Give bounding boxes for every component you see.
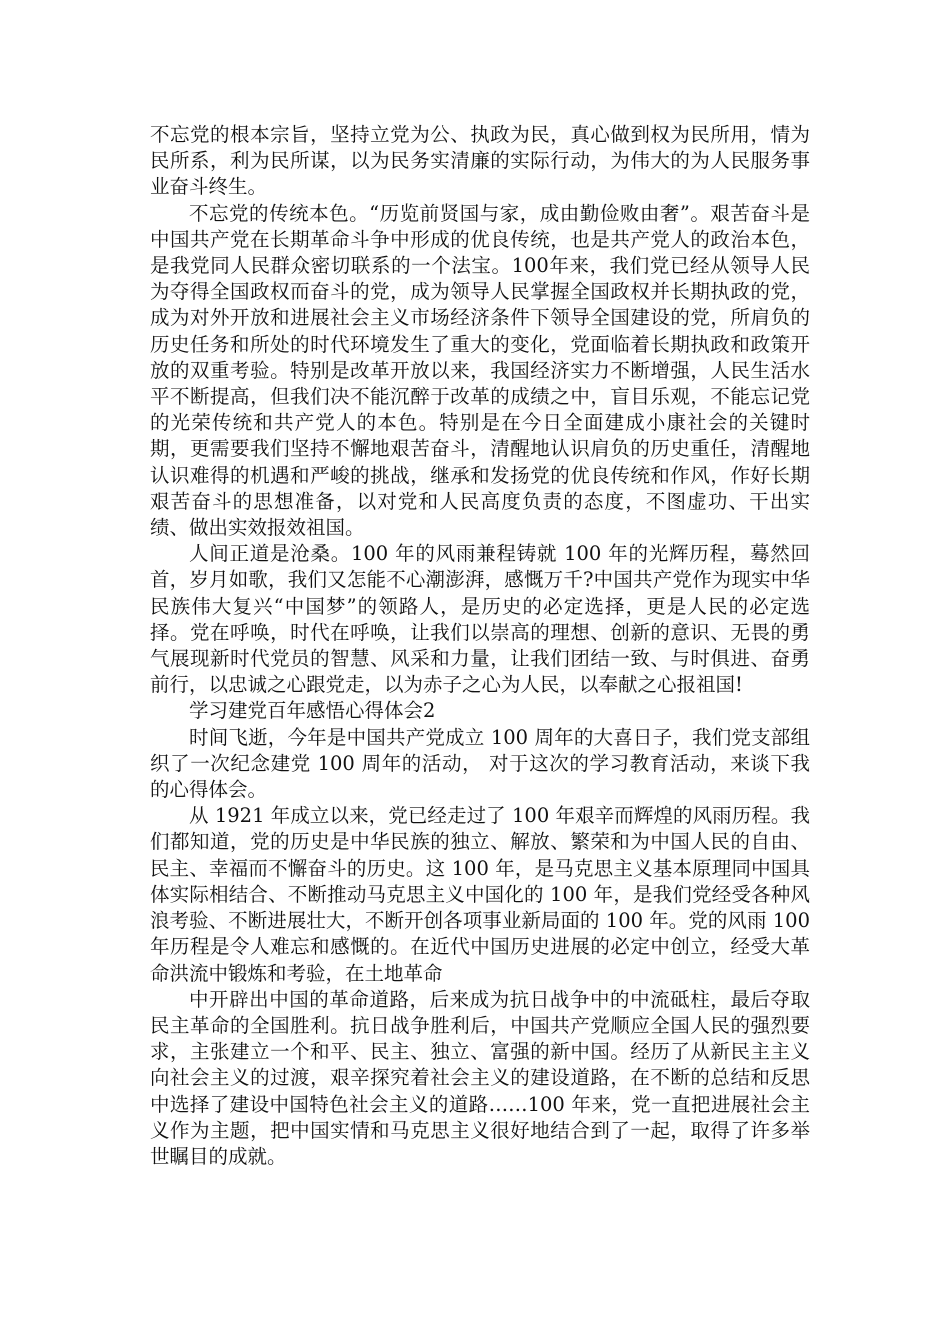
paragraph-party-tradition: 不忘党的传统本色。“历览前贤国与家，成由勤俭败由奢”。艰苦奋斗是中国共产党在长期革命斗争中形成的优良传统，也是共产党人的政治本色，是我党同人民群众密切联系的一个法宝。100年来，我们党已经从领导人民为夺得全国政权而奋斗的党，成为领导人民掌握全国政权并长期执政的党，成为对外开放和进展社会主义市场经济条件下领导全国建设的党，所肩负的历史任务和所处的时代环境发生了重大的变化，党面临着长期执政和政策开放的双重考验。特别是改革开放以来，我国经济实力不断增强，人民生活水平不断提高，但我们决不能沉醉于改革的成绩之中，盲目乐观，不能忘记党的光荣传统和共产党人的本色。特别是在今日全面建成小康社会的关键时期，更需要我们坚持不懈地艰苦奋斗，清醒地认识肩负的历史重任，清醒地认识难得的机遇和严峻的挑战，继承和发扬党的优良传统和作风，作好长期艰苦奋斗的思想准备，以对党和人民高度负责的态度，不图虚功、干出实绩、做出实效报效祖国。 — [150, 201, 810, 540]
paragraph-revolution-road: 中开辟出中国的革命道路，后来成为抗日战争中的中流砥柱，最后夺取民主革命的全国胜利。抗日战争胜利后，中国共产党顺应全国人民的强烈要求，主张建立一个和平、民主、独立、富强的新中国。经历了从新民主主义向社会主义的过渡，艰辛探究着社会主义的建设道路，在不断的总结和反思中选择了建设中国特色社会主义的道路……100 年来，党一直把进展社会主义作为主题，把中国实情和马克思主义很好地结合到了一起，取得了许多举世瞩目的成就。 — [150, 987, 810, 1168]
paragraph-party-purpose: 不忘党的根本宗旨，坚持立党为公、执政为民，真心做到权为民所用，情为民所系，利为民所谋，以为民务实清廉的实际行动，为伟大的为人民服务事业奋斗终生。 — [150, 123, 810, 199]
document-body — [150, 122, 810, 1170]
paragraph-righteous-path: 人间正道是沧桑。100 年的风雨兼程铸就 100 年的光辉历程，蓦然回首，岁月如歌，我们又怎能不心潮澎湃，感慨万千?中国共产党作为现实中华民族伟大复兴“中国梦”的领路人，是历史的必定选择，更是人民的必定选择。党在呼唤，时代在呼唤，让我们以崇高的理想、创新的意识、无畏的勇气展现新时代党员的智慧、风采和力量，让我们团结一致、与时俱进、奋勇前行，以忠诚之心跟党走，以为赤子之心为人民，以奉献之心报祖国! — [150, 542, 810, 697]
paragraph-since-1921: 从 1921 年成立以来，党已经走过了 100 年艰辛而辉煌的风雨历程。我们都知道，党的历史是中华民族的独立、解放、繁荣和为中国人民的自由、民主、幸福而不懈奋斗的历史。这 100 年，是马克思主义基本原理同中国具体实际相结合、不断推动马克思主义中国化的 100 年，是我们党经受各种风浪考验、不断进展壮大，不断开创各项事业新局面的 100 年。党的风雨 100 年历程是令人难忘和感慨的。在近代中国历史进展的必定中创立，经受大革命洪流中锻炼和考验，在土地革命 — [150, 804, 810, 985]
paragraph-time-flies: 时间飞逝，今年是中国共产党成立 100 周年的大喜日子，我们党支部组织了一次纪念建党 100 周年的活动， 对于这次的学习教育活动，来谈下我的心得体会。 — [150, 725, 810, 802]
section-heading: 学习建党百年感悟心得体会2 — [189, 699, 436, 723]
